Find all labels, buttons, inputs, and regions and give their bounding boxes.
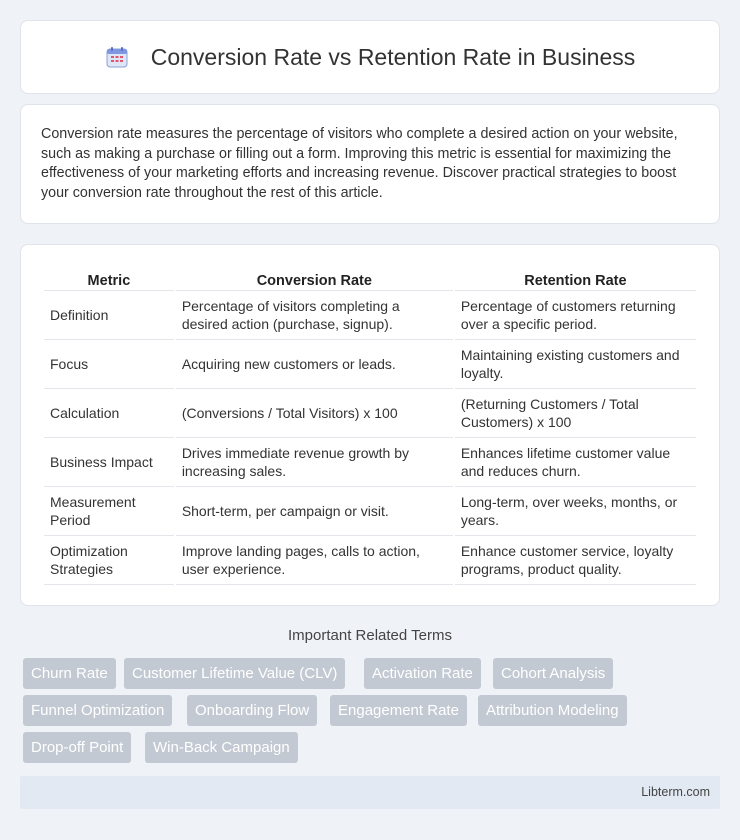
page-title: Conversion Rate vs Retention Rate in Business [150, 43, 636, 70]
intro-text: Conversion rate measures the percentage of visitors who complete a desired action on your website, such as making a purchase or filling out a form. Improving this metric is essential for maximizing the effectiveness of your marketing efforts and increasing revenue. Discover practical strategies to boost your conversion rate throughout the rest of this article. [41, 126, 678, 201]
footer [20, 776, 720, 809]
table-cell-metric: Optimization Strategies [44, 536, 174, 585]
tag-attribution-modeling[interactable]: Attribution Modeling [478, 695, 627, 726]
tag-activation-rate[interactable]: Activation Rate [364, 658, 481, 689]
tag-drop-off-point[interactable]: Drop-off Point [23, 732, 131, 763]
tag-cohort-analysis[interactable]: Cohort Analysis [493, 658, 613, 689]
table-row [44, 536, 696, 585]
table-row [44, 291, 696, 340]
table-cell-conversion: Short-term, per campaign or visit. [176, 487, 453, 536]
column-header-metric: Metric [44, 265, 174, 291]
tag-engagement-rate[interactable]: Engagement Rate [330, 695, 467, 726]
table-row [44, 340, 696, 389]
table-cell-retention: Maintaining existing customers and loyalty. [455, 340, 696, 389]
table-cell-metric: Definition [44, 291, 174, 340]
footer-site-link[interactable]: Libterm.com [641, 785, 710, 799]
table-cell-retention: Percentage of customers returning over a specific period. [455, 291, 696, 340]
table-cell-retention: Enhance customer service, loyalty programs, product quality. [455, 536, 696, 585]
calendar-icon [105, 45, 129, 69]
table-row [44, 438, 696, 487]
table-cell-conversion: Percentage of visitors completing a desired action (purchase, signup). [176, 291, 453, 340]
tag-onboarding-flow[interactable]: Onboarding Flow [187, 695, 317, 726]
column-header-retention-rate: Retention Rate [455, 265, 696, 291]
table-cell-metric: Measurement Period [44, 487, 174, 536]
table-cell-metric: Business Impact [44, 438, 174, 487]
table-cell-retention: (Returning Customers / Total Customers) x 100 [455, 389, 696, 438]
intro-card [20, 104, 720, 224]
table-cell-conversion: Improve landing pages, calls to action, user experience. [176, 536, 453, 585]
table-cell-retention: Enhances lifetime customer value and reduces churn. [455, 438, 696, 487]
table-cell-metric: Focus [44, 340, 174, 389]
table-cell-conversion: Drives immediate revenue growth by increasing sales. [176, 438, 453, 487]
tag-funnel-optimization[interactable]: Funnel Optimization [23, 695, 172, 726]
table-row [44, 487, 696, 536]
table-row [44, 389, 696, 438]
header-card [20, 20, 720, 94]
tag-customer-lifetime-value[interactable]: Customer Lifetime Value (CLV) [124, 658, 345, 689]
table-cell-conversion: (Conversions / Total Visitors) x 100 [176, 389, 453, 438]
comparison-table [42, 265, 698, 585]
table-header-row [44, 265, 696, 291]
table-cell-conversion: Acquiring new customers or leads. [176, 340, 453, 389]
table-cell-metric: Calculation [44, 389, 174, 438]
tag-win-back-campaign[interactable]: Win-Back Campaign [145, 732, 298, 763]
column-header-conversion-rate: Conversion Rate [176, 265, 453, 291]
comparison-table-card [20, 244, 720, 606]
tag-churn-rate[interactable]: Churn Rate [23, 658, 116, 689]
related-terms-title: Important Related Terms [288, 627, 452, 644]
table-cell-retention: Long-term, over weeks, months, or years. [455, 487, 696, 536]
